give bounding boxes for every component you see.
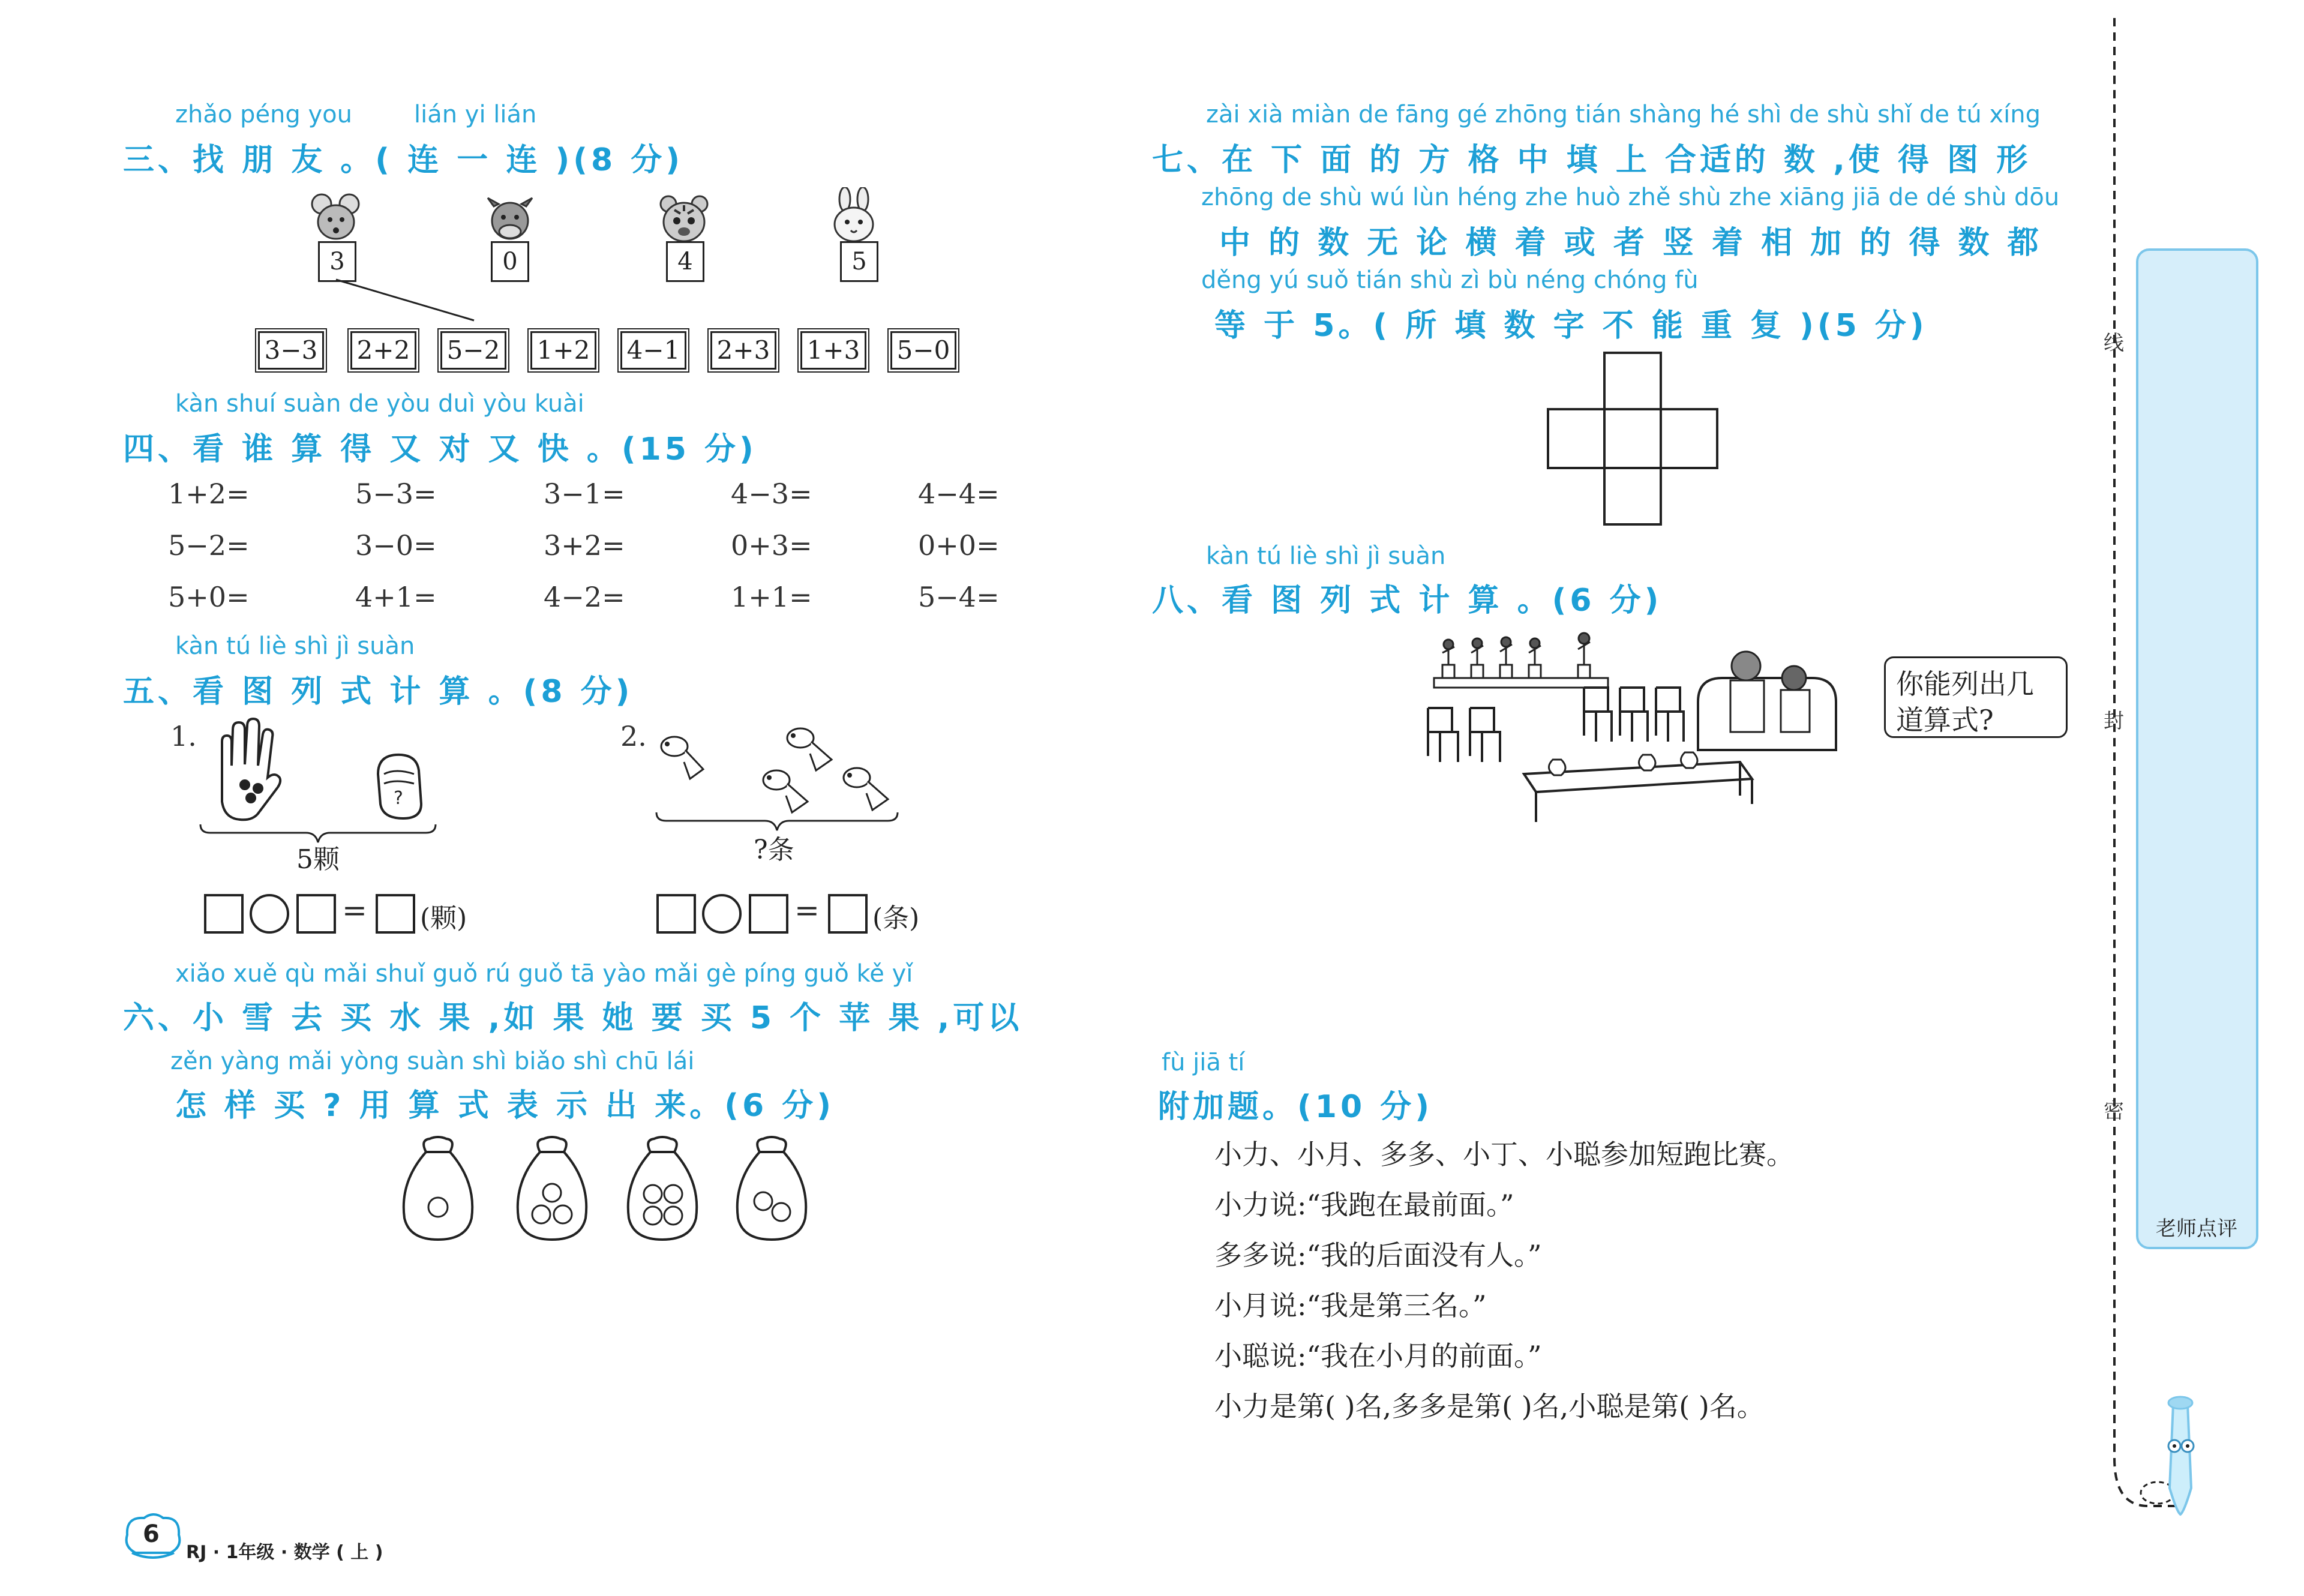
bonus-line: 小月说:“我是第三名。” [1214, 1289, 1487, 1322]
calc-item[interactable]: 1+1= [731, 581, 812, 613]
calc-item[interactable]: 4+1= [355, 581, 437, 613]
calc-item[interactable]: 4−4= [918, 478, 1000, 510]
side-mark-secret: 密 [2104, 1099, 2124, 1123]
operator-circle[interactable] [702, 894, 742, 934]
sec3-pinyin-b: lián yi lián [414, 101, 537, 128]
sec8-title: 八、看 图 列 式 计 算 。(6 分) [1152, 583, 1663, 619]
cow-icon [483, 194, 537, 246]
goldfish-icon [654, 726, 708, 786]
number-card: 3 [318, 241, 356, 282]
expression-card[interactable]: 1+3 [800, 331, 866, 370]
calc-item[interactable]: 5−2= [168, 529, 250, 562]
calc-item[interactable]: 5+0= [168, 581, 250, 613]
calc-item[interactable]: 0+3= [731, 529, 812, 562]
apple-bag-icon [620, 1134, 704, 1242]
calc-item[interactable]: 0+0= [918, 529, 1000, 562]
sec6-pinyin-1: xiǎo xuě qù mǎi shuǐ guǒ rú guǒ tā yào mǎi gè píng guǒ kě yǐ [175, 960, 913, 988]
expression-card[interactable]: 4−1 [620, 331, 686, 370]
sec4-pinyin: kàn shuí suàn de yòu duì yòu kuài [175, 390, 584, 418]
expression-card[interactable]: 3−3 [258, 331, 324, 370]
pencil-mascot-icon [2136, 1392, 2208, 1524]
answer-box[interactable] [204, 894, 244, 934]
sec3-pinyin-a: zhǎo péng you [175, 101, 352, 128]
equals-sign: = [342, 893, 367, 928]
page-number: 6 [143, 1520, 160, 1548]
problem-2-caption: ?条 [754, 835, 794, 865]
sec7-pinyin-1: zài xià miàn de fāng gé zhōng tián shàng hé shì de shù shǐ de tú xíng [1206, 101, 2041, 128]
bonus-line: 小聪说:“我在小月的前面。” [1214, 1340, 1542, 1372]
sec7-pinyin-2: zhōng de shù wú lùn héng zhe huò zhě shù zhe xiāng jiā de dé shù dōu [1201, 184, 2060, 211]
number-card: 4 [666, 241, 704, 282]
calc-item[interactable]: 1+2= [168, 478, 250, 510]
equals-sign: = [794, 893, 820, 928]
teacher-comment-label: 老师点评 [2156, 1217, 2237, 1241]
calc-item[interactable]: 5−3= [355, 478, 437, 510]
answer-box[interactable] [656, 894, 696, 934]
problem-2-number: 2. [620, 720, 647, 752]
calc-item[interactable]: 3+2= [544, 529, 625, 562]
sec8-pinyin: kàn tú liè shì jì suàn [1206, 542, 1446, 570]
hand-with-beads-icon [210, 718, 288, 826]
apple-bag-icon [396, 1134, 480, 1242]
calc-item[interactable]: 5−4= [918, 581, 1000, 613]
bonus-answer-line[interactable]: 小力是第( )名,多多是第( )名,小聪是第( )名。 [1214, 1390, 1765, 1423]
expression-card[interactable]: 2+3 [710, 331, 776, 370]
expression-card[interactable]: 1+2 [530, 331, 596, 370]
sec5-pinyin: kàn tú liè shì jì suàn [175, 632, 415, 660]
cross-grid[interactable] [1544, 350, 1722, 528]
sample-connect-line [330, 276, 480, 324]
footer-text: RJ · 1年级 · 数学 ( 上 ) [186, 1542, 383, 1563]
expression-card[interactable]: 5−2 [440, 331, 506, 370]
mouse-icon [310, 191, 364, 245]
operator-circle[interactable] [250, 894, 289, 934]
teacher-comment-panel[interactable] [2136, 248, 2258, 1249]
sec7-line-3: 等 于 5。( 所 填 数 字 不 能 重 复 )(5 分) [1214, 308, 1928, 344]
sec7-line-2: 中 的 数 无 论 横 着 或 者 竖 着 相 加 的 得 数 都 [1219, 225, 2042, 261]
rabbit-icon [827, 187, 881, 245]
tiger-icon [656, 192, 712, 246]
calc-item[interactable]: 4−3= [731, 478, 812, 510]
unit-label: (条) [872, 903, 920, 934]
bonus-pinyin: fù jiā tí [1162, 1049, 1245, 1076]
bonus-line: 小力、小月、多多、小丁、小聪参加短跑比赛。 [1214, 1138, 1794, 1171]
calc-item[interactable]: 3−1= [544, 478, 625, 510]
sec4-title: 四、看 谁 算 得 又 对 又 快 。(15 分) [123, 431, 757, 467]
expression-card[interactable]: 5−0 [890, 331, 956, 370]
answer-box[interactable] [296, 894, 336, 934]
sec5-title: 五、看 图 列 式 计 算 。(8 分) [123, 674, 634, 710]
expression-card[interactable]: 2+2 [350, 331, 416, 370]
problem-1-number: 1. [170, 720, 197, 752]
bonus-line: 多多说:“我的后面没有人。” [1214, 1239, 1542, 1271]
answer-box[interactable] [828, 894, 868, 934]
bonus-line: 小力说:“我跑在最前面。” [1214, 1189, 1514, 1221]
sec7-pinyin-3: děng yú suǒ tián shù zì bù néng chóng fù [1201, 266, 1699, 294]
problem-1-caption: 5颗 [296, 844, 340, 875]
speech-bubble-line-1: 你能列出几 [1896, 668, 2034, 700]
bonus-title: 附加题。(10 分) [1158, 1089, 1433, 1125]
sec6-pinyin-2: zěn yàng mǎi yòng suàn shì biǎo shì chū lái [170, 1048, 695, 1075]
side-mark-seal: 封 [2104, 709, 2124, 733]
calc-item[interactable]: 3−0= [355, 529, 437, 562]
classroom-scene-illustration [1404, 618, 1860, 834]
fist-icon [366, 744, 432, 822]
number-card: 5 [840, 241, 878, 282]
speech-bubble-line-2: 道算式? [1896, 704, 1994, 736]
sec3-title: 三、找 朋 友 。( 连 一 连 )(8 分) [123, 142, 684, 178]
side-mark-line: 线 [2104, 331, 2124, 355]
answer-box[interactable] [376, 894, 415, 934]
sec6-line-2: 怎 样 买 ? 用 算 式 表 示 出 来。(6 分) [175, 1088, 835, 1124]
apple-bag-icon [510, 1134, 594, 1242]
number-card: 0 [491, 241, 529, 282]
apple-bag-icon [730, 1134, 814, 1242]
sec6-line-1: 六、小 雪 去 买 水 果 ,如 果 她 要 买 5 个 苹 果 ,可以 [123, 1000, 1023, 1036]
unit-label: (颗) [420, 903, 467, 934]
calc-item[interactable]: 4−2= [544, 581, 625, 613]
sec7-line-1: 七、在 下 面 的 方 格 中 填 上 合适的 数 ,使 得 图 形 [1152, 142, 2032, 178]
answer-box[interactable] [749, 894, 788, 934]
svg-text:?: ? [394, 788, 403, 809]
